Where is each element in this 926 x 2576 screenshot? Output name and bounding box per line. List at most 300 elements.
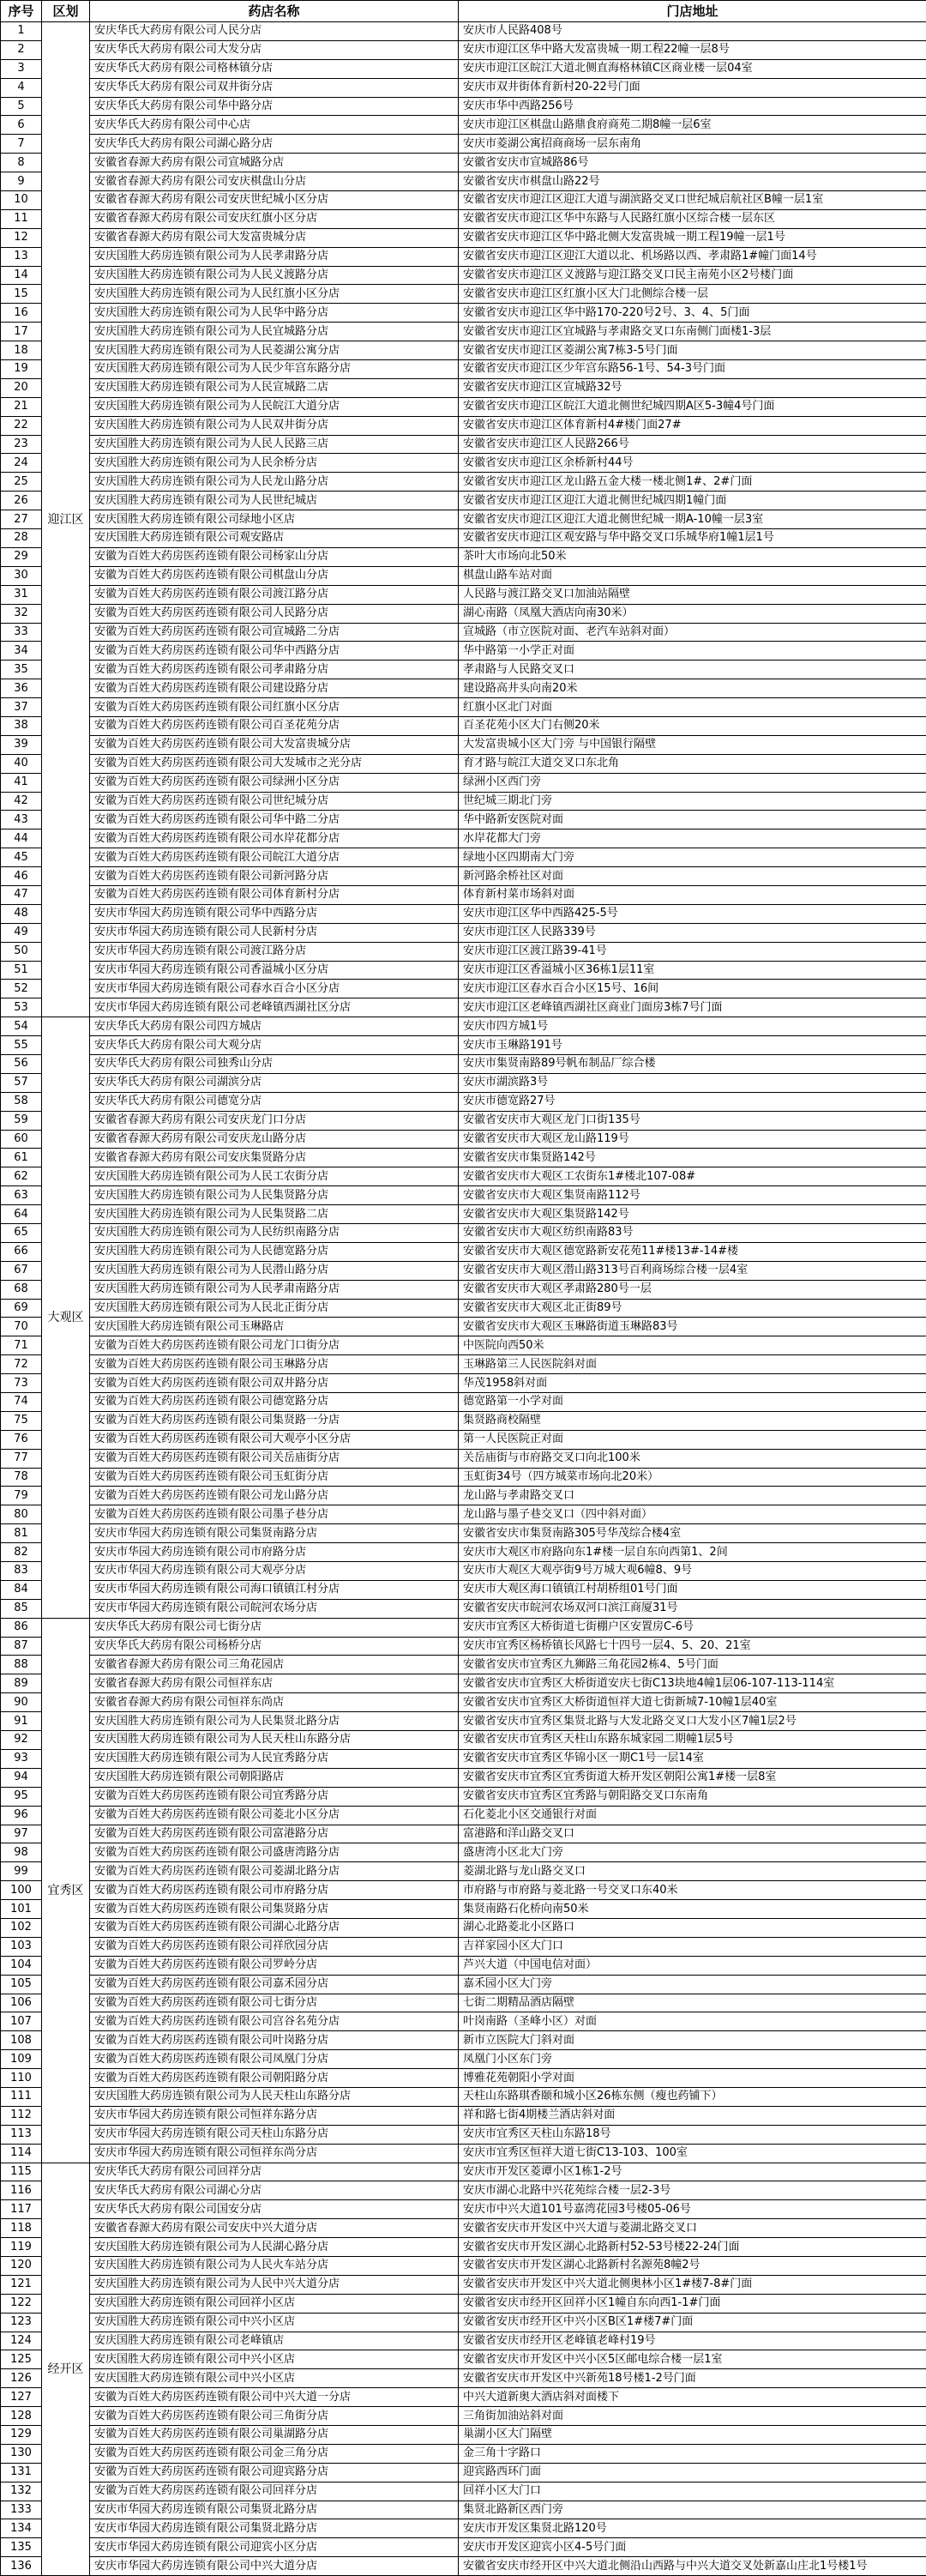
table-row [1,2294,926,2313]
store-name: 安徽为百姓大药房医药连锁有限公司菱北小区分店 [90,1806,459,1825]
table-row [1,154,926,172]
store-address: 大发富贵城小区大门旁 与中国银行隔壁 [459,735,926,754]
table-row [1,473,926,492]
store-name: 安庆国胜大药房连锁有限公司为人民宣城路二店 [90,378,459,397]
store-address: 安徽省安庆市迎江区华中东路与人民路红旗小区综合楼一层东区 [459,209,926,228]
store-address: 湖心北路菱北小区路口 [459,1918,926,1937]
table-row [1,642,926,661]
row-number: 51 [1,961,42,980]
store-address: 德宽路第一小学对面 [459,1393,926,1412]
row-number: 125 [1,2350,42,2369]
row-number: 56 [1,1054,42,1073]
store-name: 安徽为百姓大药房医药连锁有限公司建设路分店 [90,679,459,698]
row-number: 112 [1,2106,42,2125]
row-number: 15 [1,285,42,304]
row-number: 39 [1,735,42,754]
table-row [1,2538,926,2557]
table-row [1,942,926,961]
row-number: 78 [1,1468,42,1487]
row-number: 65 [1,1224,42,1243]
store-name: 安徽为百姓大药房医药连锁有限公司龙山路分店 [90,1487,459,1505]
store-address: 育才路与皖江大道交叉口东北角 [459,754,926,773]
row-number: 71 [1,1336,42,1355]
table-row [1,1562,926,1581]
store-address: 安庆市中兴大道101号嘉湾花园3号楼05-06号 [459,2200,926,2219]
row-number: 10 [1,191,42,210]
store-name: 安徽为百姓大药房医药连锁有限公司新河路分店 [90,867,459,886]
store-name: 安庆国胜大药房连锁有限公司为人民集贤路分店 [90,1186,459,1205]
table-row [1,454,926,473]
store-name: 安庆国胜大药房连锁有限公司为人民世纪城店 [90,492,459,510]
table-row [1,867,926,886]
table-row [1,304,926,323]
store-address: 安徽省安庆市迎江区体育新村4#楼门面27# [459,416,926,435]
store-name: 安庆国胜大药房连锁有限公司绿地小区店 [90,510,459,529]
store-name: 安徽为百姓大药房医药连锁有限公司朝阳路分店 [90,2069,459,2088]
store-address: 集贤路商校隔壁 [459,1411,926,1430]
row-number: 77 [1,1449,42,1468]
row-number: 75 [1,1411,42,1430]
store-address: 安庆市人民路408号 [459,22,926,41]
store-name: 安庆国胜大药房连锁有限公司中兴小区店 [90,2369,459,2388]
store-name: 安徽为百姓大药房医药连锁有限公司罗岭分店 [90,1956,459,1975]
store-name: 安徽为百姓大药房医药连锁有限公司回祥分店 [90,2482,459,2501]
row-number: 102 [1,1918,42,1937]
row-number: 70 [1,1318,42,1336]
store-address: 安徽省安庆市迎江区迎江大道北侧世纪城四期1幢门面 [459,492,926,510]
store-address: 龙山路与孝肃路交叉口 [459,1487,926,1505]
store-address: 安庆市大观区市府路向东1#楼一层自东向西第1、2间 [459,1543,926,1562]
table-row [1,2444,926,2463]
store-address: 安徽省安庆市迎江区迎江大道北侧世纪城一期A-10幢一层3室 [459,510,926,529]
store-name: 安庆华氏大药房有限公司大观分店 [90,1036,459,1055]
table-row [1,378,926,397]
table-row [1,1430,926,1449]
table-row [1,1637,926,1656]
row-number: 76 [1,1430,42,1449]
row-number: 95 [1,1787,42,1806]
store-address: 安徽省安庆市宜秀区华锦小区一期C1号一层14室 [459,1749,926,1768]
store-address: 安徽省安庆市开发区湖心北路新村名源苑8幢2号 [459,2256,926,2275]
store-name: 安徽省春源大药房有限公司三角花园店 [90,1656,459,1674]
row-number: 117 [1,2200,42,2219]
store-address: 建设路高井头向南20米 [459,679,926,698]
row-number: 98 [1,1843,42,1862]
row-number: 97 [1,1825,42,1843]
store-address: 安徽省安庆市大观区集贤路142号 [459,1205,926,1224]
table-row [1,830,926,848]
row-number: 6 [1,116,42,135]
table-row [1,2106,926,2125]
store-name: 安庆国胜大药房连锁有限公司为人民潜山路分店 [90,1261,459,1280]
store-address: 安徽省安庆市迎江区菱湖公寓7栋3-5号门面 [459,341,926,360]
store-name: 安庆国胜大药房连锁有限公司为人民德宽路分店 [90,1242,459,1261]
row-number: 12 [1,228,42,247]
row-number: 83 [1,1562,42,1581]
store-address: 安徽省安庆市开发区中兴小区5区邮电综合楼一层1室 [459,2350,926,2369]
store-name: 安徽为百姓大药房医药连锁有限公司盛唐湾路分店 [90,1843,459,1862]
row-number: 43 [1,811,42,830]
store-address: 绿地小区四期南大门旁 [459,848,926,867]
table-row [1,1242,926,1261]
store-address: 华茂1958斜对面 [459,1374,926,1393]
table-row [1,961,926,980]
row-number: 1 [1,22,42,41]
table-row [1,228,926,247]
store-name: 安庆华氏大药房有限公司湖滨分店 [90,1073,459,1092]
store-name: 安徽为百姓大药房医药连锁有限公司龙门口街分店 [90,1336,459,1355]
row-number: 132 [1,2482,42,2501]
store-address: 中兴大道新奥大酒店斜对面楼下 [459,2388,926,2407]
store-name: 安庆市华园大药房连锁有限公司香溢城小区分店 [90,961,459,980]
table-row [1,773,926,792]
store-name: 安徽为百姓大药房医药连锁有限公司棋盘山分店 [90,566,459,585]
store-name: 安徽为百姓大药房医药连锁有限公司三角街分店 [90,2407,459,2426]
store-name: 安庆国胜大药房连锁有限公司为人民孝肃南路分店 [90,1280,459,1299]
table-row [1,923,926,942]
store-address: 安徽省安庆市宜秀区大桥街道安庆七街C13块地4幢1层06-107-113-114室 [459,1674,926,1693]
row-number: 94 [1,1768,42,1787]
store-name: 安徽为百姓大药房医药连锁有限公司集贤路一分店 [90,1411,459,1430]
store-address: 安徽省安庆市经开区回祥小区1幢自东向西1-1#门面 [459,2294,926,2313]
store-name: 安庆国胜大药房连锁有限公司为人民天柱山东路分店 [90,1731,459,1750]
table-row [1,285,926,304]
table-row [1,2482,926,2501]
row-number: 63 [1,1186,42,1205]
table-row [1,172,926,191]
store-name: 安徽为百姓大药房医药连锁有限公司玉琳路分店 [90,1355,459,1374]
table-row [1,1862,926,1881]
table-row [1,1693,926,1712]
row-number: 133 [1,2501,42,2519]
store-address: 湖心南路（凤凰大酒店向南30米） [459,604,926,623]
row-number: 114 [1,2144,42,2163]
store-address: 安徽省安庆市宜秀区宜秀街道大桥开发区朝阳公寓1#楼一层8室 [459,1768,926,1787]
row-number: 11 [1,209,42,228]
store-name: 安庆国胜大药房连锁有限公司为人民纺织南路分店 [90,1224,459,1243]
store-name: 安庆国胜大药房连锁有限公司老峰镇店 [90,2332,459,2350]
store-address: 人民路与渡江路交叉口加油站隔壁 [459,585,926,604]
store-name: 安庆市华园大药房连锁有限公司集贤南路分店 [90,1524,459,1543]
store-address: 市府路与市府路与菱北路一号交叉口东40米 [459,1881,926,1900]
table-row [1,135,926,154]
row-number: 81 [1,1524,42,1543]
store-address: 安庆市菱湖公寓招商商场一层东南角 [459,135,926,154]
row-number: 128 [1,2407,42,2426]
row-number: 25 [1,473,42,492]
store-name: 安庆国胜大药房连锁有限公司为人民人民路三店 [90,435,459,454]
table-row [1,2144,926,2163]
store-name: 安庆华氏大药房有限公司七街分店 [90,1618,459,1637]
store-name: 安庆华氏大药房有限公司国安分店 [90,2200,459,2219]
table-row [1,2181,926,2200]
row-number: 101 [1,1900,42,1919]
store-address: 叶岗南路（圣峰小区）对面 [459,2012,926,2031]
store-address: 芦兴大道（中国电信对面） [459,1956,926,1975]
row-number: 74 [1,1393,42,1412]
row-number: 21 [1,397,42,416]
store-name: 安庆国胜大药房连锁有限公司为人民宜秀路分店 [90,1749,459,1768]
store-name: 安庆华氏大药房有限公司杨桥分店 [90,1637,459,1656]
table-row [1,1186,926,1205]
row-number: 105 [1,1975,42,1994]
row-number: 84 [1,1580,42,1599]
table-row [1,1449,926,1468]
table-row [1,1224,926,1243]
row-number: 57 [1,1073,42,1092]
store-address: 安庆市迎江区华中路大发富贵城一期工程22幢一层8号 [459,40,926,59]
store-name: 安徽为百姓大药房医药连锁有限公司宣城路二分店 [90,623,459,642]
row-number: 2 [1,40,42,59]
table-row [1,323,926,341]
store-address: 安庆市湖心北路中兴花苑综合楼一层2-3号 [459,2181,926,2200]
table-row [1,2407,926,2426]
store-name: 安徽为百姓大药房医药连锁有限公司大发富贵城分店 [90,735,459,754]
table-row [1,78,926,97]
row-number: 66 [1,1242,42,1261]
row-number: 60 [1,1130,42,1149]
row-number: 44 [1,830,42,848]
store-address: 吉祥家园小区大门口 [459,1937,926,1956]
table-row [1,2426,926,2445]
table-row [1,510,926,529]
store-address: 安庆市迎江区人民路339号 [459,923,926,942]
table-row [1,1843,926,1862]
row-number: 67 [1,1261,42,1280]
store-name: 安徽为百姓大药房医药连锁有限公司祥欣园分店 [90,1937,459,1956]
table-row [1,1937,926,1956]
store-name: 安徽为百姓大药房医药连锁有限公司中兴大道一分店 [90,2388,459,2407]
row-number: 100 [1,1881,42,1900]
table-row [1,1411,926,1430]
row-number: 73 [1,1374,42,1393]
store-name: 安徽为百姓大药房医药连锁有限公司富港路分店 [90,1825,459,1843]
table-row [1,1374,926,1393]
district-cell: 经开区 [42,2163,90,2576]
store-name: 安徽为百姓大药房医药连锁有限公司宫谷名苑分店 [90,2012,459,2031]
store-name: 安徽为百姓大药房医药连锁有限公司集贤路分店 [90,1900,459,1919]
store-address: 安徽省安庆市经开区老峰镇老峰村19号 [459,2332,926,2350]
row-number: 99 [1,1862,42,1881]
store-address: 新市立医院大门斜对面 [459,2031,926,2050]
table-row [1,2463,926,2482]
store-address: 安徽省安庆市迎江区龙山路五金大楼一楼北侧1#、2#门面 [459,473,926,492]
table-row [1,529,926,548]
store-address: 安徽省安庆市迎江区宣城路32号 [459,378,926,397]
store-name: 安庆国胜大药房连锁有限公司朝阳路店 [90,1768,459,1787]
store-address: 安徽省安庆市迎江区观安路与华中路交叉口乐城华府1幢1层1号 [459,529,926,548]
store-address: 安徽省安庆市迎江区红旗小区大门北侧综合楼一层 [459,285,926,304]
store-name: 安庆国胜大药房连锁有限公司观安路店 [90,529,459,548]
row-number: 131 [1,2463,42,2482]
store-name: 安徽为百姓大药房医药连锁有限公司玉虹街分店 [90,1468,459,1487]
header-no: 序号 [1,1,42,22]
store-address: 安徽省安庆市棋盘山路22号 [459,172,926,191]
table-row [1,1956,926,1975]
table-row [1,1280,926,1299]
row-number: 45 [1,848,42,867]
store-name: 安徽省春源大药房有限公司安庆龙门口分店 [90,1111,459,1130]
store-name: 安庆国胜大药房连锁有限公司为人民少年宫东路分店 [90,360,459,379]
table-row [1,811,926,830]
row-number: 13 [1,247,42,266]
store-address: 天柱山东路琪香颐和城小区26栋东侧（瘦也药铺下） [459,2087,926,2106]
store-name: 安徽为百姓大药房医药连锁有限公司金三角分店 [90,2444,459,2463]
table-row [1,97,926,116]
table-row [1,1712,926,1731]
district-cell: 宜秀区 [42,1618,90,2163]
table-row [1,2256,926,2275]
row-number: 124 [1,2332,42,2350]
store-address: 安庆市迎江区皖江大道北侧直海格林镇C区商业楼一层04室 [459,59,926,78]
header-district: 区划 [42,1,90,22]
table-row [1,341,926,360]
table-row [1,1524,926,1543]
store-name: 安徽为百姓大药房医药连锁有限公司体育新村分店 [90,885,459,904]
table-row [1,2087,926,2106]
store-address: 安徽省安庆市迎江区少年宫东路56-1号、54-3号门面 [459,360,926,379]
store-address: 安庆市集贤南路89号帆布制品厂综合楼 [459,1054,926,1073]
row-number: 35 [1,661,42,679]
store-address: 安徽省安庆市宜秀区大桥街道恒祥大道七街新城7-10幢1层40室 [459,1693,926,1712]
row-number: 88 [1,1656,42,1674]
store-address: 安徽省安庆市开发区中兴大道北侧奥林小区1#楼7-8#门面 [459,2275,926,2294]
table-row [1,735,926,754]
table-row [1,2332,926,2350]
table-row [1,1543,926,1562]
store-address: 安徽省安庆市大观区集贤南路112号 [459,1186,926,1205]
store-name: 安庆市华园大药房连锁有限公司市府路分店 [90,1543,459,1562]
row-number: 113 [1,2125,42,2144]
store-address: 红旗小区北门对面 [459,698,926,717]
store-address: 棋盘山路车站对面 [459,566,926,585]
row-number: 58 [1,1092,42,1111]
store-address: 安庆市双井街体育新村20-22号门面 [459,78,926,97]
row-number: 61 [1,1149,42,1167]
row-number: 111 [1,2087,42,2106]
table-row [1,1261,926,1280]
row-number: 49 [1,923,42,942]
table-row [1,2501,926,2519]
store-address: 玉虹街34号（四方城菜市场向北20米） [459,1468,926,1487]
table-row [1,1149,926,1167]
table-row [1,1825,926,1843]
store-name: 安徽为百姓大药房医药连锁有限公司迎宾路分店 [90,2463,459,2482]
store-name: 安徽省春源大药房有限公司安庆棋盘山分店 [90,172,459,191]
store-address: 安徽省安庆市迎江区余桥新村44号 [459,454,926,473]
store-address: 安庆市玉琳路191号 [459,1036,926,1055]
store-name: 安徽为百姓大药房医药连锁有限公司嘉禾园分店 [90,1975,459,1994]
row-number: 7 [1,135,42,154]
store-address: 安徽省安庆市开发区中兴新苑18号楼1-2号门面 [459,2369,926,2388]
table-row [1,547,926,566]
store-address: 安徽省安庆市集贤路142号 [459,1149,926,1167]
store-name: 安庆市华园大药房连锁有限公司华中西路分店 [90,904,459,923]
store-address: 玉琳路第三人民医院斜对面 [459,1355,926,1374]
store-name: 安庆华氏大药房有限公司德宽分店 [90,1092,459,1111]
store-address: 龙山路与墨子巷交叉口（四中斜对面） [459,1505,926,1524]
row-number: 5 [1,97,42,116]
store-name: 安庆市华园大药房连锁有限公司迎宾小区分店 [90,2538,459,2557]
store-name: 安庆国胜大药房连锁有限公司为人民中兴大道分店 [90,2275,459,2294]
store-name: 安庆国胜大药房连锁有限公司中兴小区店 [90,2350,459,2369]
store-address: 安徽省安庆市大观区龙山路119号 [459,1130,926,1149]
store-name: 安庆华氏大药房有限公司湖心路分店 [90,135,459,154]
store-address: 安庆市开发区迎宾小区4-5号门面 [459,2538,926,2557]
store-name: 安庆华氏大药房有限公司独秀山分店 [90,1054,459,1073]
store-address: 安徽省安庆市宜秀区宜秀路与朝阳路交叉口东南角 [459,1787,926,1806]
store-name: 安徽为百姓大药房医药连锁有限公司菱湖北路分店 [90,1862,459,1881]
store-name: 安庆国胜大药房连锁有限公司为人民湖心路分店 [90,2238,459,2257]
row-number: 123 [1,2313,42,2332]
row-number: 16 [1,304,42,323]
store-address: 金三角十字路口 [459,2444,926,2463]
table-row [1,623,926,642]
row-number: 130 [1,2444,42,2463]
store-address: 安徽省安庆市开发区中兴大道与菱湖北路交叉口 [459,2219,926,2238]
store-name: 安徽为百姓大药房医药连锁有限公司世纪城分店 [90,792,459,811]
store-address: 安徽省安庆市宣城路86号 [459,154,926,172]
store-name: 安徽为百姓大药房医药连锁有限公司墨子巷分店 [90,1505,459,1524]
store-name: 安徽为百姓大药房医药连锁有限公司德宽路分店 [90,1393,459,1412]
row-number: 119 [1,2238,42,2257]
store-name: 安庆市华园大药房连锁有限公司大观亭分店 [90,1562,459,1581]
store-address: 安徽省安庆市迎江区迎江大道与湖滨路交叉口世纪城启航社区B幢一层1室 [459,191,926,210]
store-name: 安庆华氏大药房有限公司四方城店 [90,1017,459,1036]
table-row [1,2238,926,2257]
table-row [1,2012,926,2031]
store-address: 安庆市宜秀区天柱山东路18号 [459,2125,926,2144]
store-address: 中医院向西50米 [459,1336,926,1355]
store-address: 安庆市湖滨路3号 [459,1073,926,1092]
store-name: 安徽为百姓大药房医药连锁有限公司渡江路分店 [90,585,459,604]
row-number: 110 [1,2069,42,2088]
row-number: 103 [1,1937,42,1956]
row-number: 17 [1,323,42,341]
store-name: 安徽省春源大药房有限公司宣城路分店 [90,154,459,172]
row-number: 134 [1,2519,42,2538]
store-address: 安庆市开发区菱谭小区1栋1-2号 [459,2163,926,2181]
store-name: 安庆国胜大药房连锁有限公司为人民义渡路分店 [90,266,459,285]
store-address: 集贤北路新区西门旁 [459,2501,926,2519]
store-name: 安徽省春源大药房有限公司安庆龙山路分店 [90,1130,459,1149]
row-number: 42 [1,792,42,811]
table-row [1,1599,926,1618]
row-number: 135 [1,2538,42,2557]
row-number: 47 [1,885,42,904]
store-name: 安庆市华园大药房连锁有限公司海口镇镇江村分店 [90,1580,459,1599]
row-number: 118 [1,2219,42,2238]
store-name: 安徽为百姓大药房医药连锁有限公司巢湖路分店 [90,2426,459,2445]
row-number: 136 [1,2557,42,2576]
table-row [1,360,926,379]
table-row [1,754,926,773]
store-name: 安徽为百姓大药房医药连锁有限公司百圣花苑分店 [90,716,459,735]
row-number: 30 [1,566,42,585]
store-address: 七街二期精品酒店隔壁 [459,1994,926,2012]
table-row [1,2200,926,2219]
table-row [1,1468,926,1487]
table-row [1,191,926,210]
table-row [1,1580,926,1599]
store-address: 安徽省安庆市大观区孝肃路280号一层 [459,1280,926,1299]
store-address: 安徽省安庆市大观区德宽路新安花苑11#楼13#-14#楼 [459,1242,926,1261]
header-address: 门店地址 [459,1,926,22]
row-number: 27 [1,510,42,529]
table-row [1,435,926,454]
store-name: 安庆国胜大药房连锁有限公司为人民天柱山东路分店 [90,2087,459,2106]
store-address: 安庆市大观区海口镇镇江村胡桥组01号门面 [459,1580,926,1599]
